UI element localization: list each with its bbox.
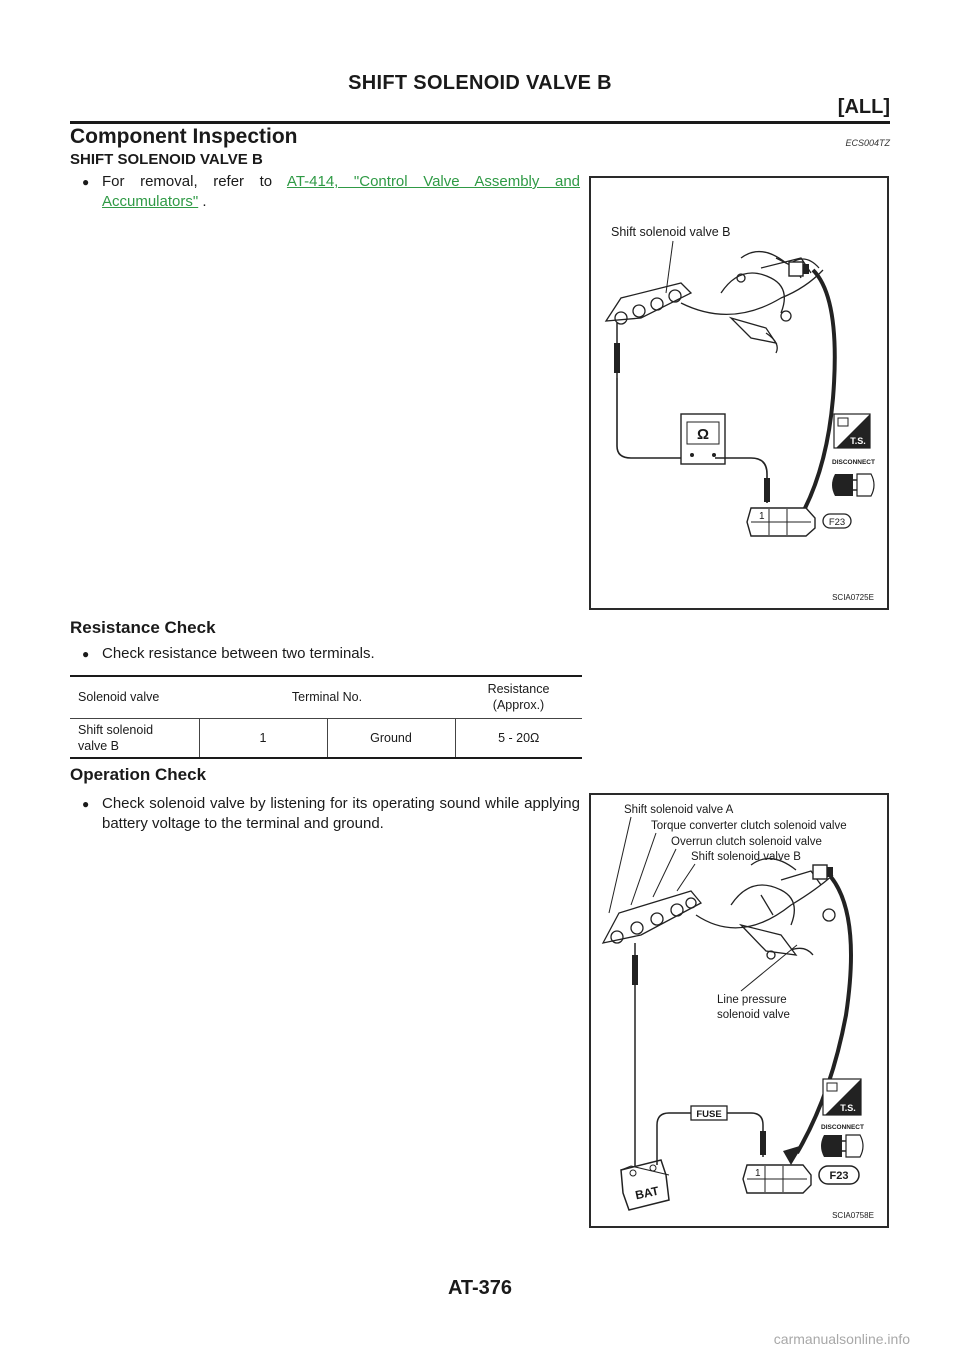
fig2-lead-fuse-left [657,1113,691,1165]
fig2-disconnect-label: DISCONNECT [821,1124,864,1131]
fig2-label-torque-converter: Torque converter clutch solenoid valve [651,820,847,832]
fig2-probe-left [632,955,638,985]
header-rule [70,121,890,124]
watermark: carmanualsonline.info [773,1331,910,1347]
fig2-ts-text: T.S. [840,1103,856,1113]
removal-bullet [82,172,580,212]
page-title: SHIFT SOLENOID VALVE B [348,72,612,94]
ts-text: T.S. [850,436,866,446]
battery-label: BAT [633,1183,661,1203]
page-number: AT-376 [447,1277,513,1299]
ohmmeter-icon [681,414,725,464]
header-terminal-no: Terminal No. [199,676,455,718]
fig1-connector-text: F23 [828,517,846,528]
ts-icon [834,414,870,448]
fig2-probe-right [760,1131,766,1155]
fig2-connector-badge [819,1166,859,1184]
connector-plug-top [789,262,809,276]
fig2-connector-text: F23 [829,1170,849,1182]
table-row [70,718,582,758]
header-resistance [455,676,582,718]
section-code: ECS004TZ [845,138,890,148]
figure-1-illustration [591,178,887,608]
fig1-pointer-arrow [801,270,835,516]
fig2-label-shift-b: Shift solenoid valve B [691,851,801,863]
probe-lead-right [715,458,767,503]
section-tag: [ALL] [837,96,890,118]
valve-name-text: Shift solenoid valve B [78,722,154,753]
ohm-symbol: Ω [696,426,710,443]
battery-icon [621,1160,669,1210]
fig2-lead-fuse-right [727,1113,763,1157]
fig2-ts-icon [823,1079,861,1115]
fuse-label: FUSE [696,1109,722,1120]
figure-solenoid-resistance [589,176,889,610]
header-solenoid-valve: Solenoid valve [70,676,199,718]
probe-lead-left [617,378,691,458]
cell-valve-name [70,718,199,758]
fig1-label-shift-b: Shift solenoid valve B [611,225,731,239]
fig2-label-line-pressure-2: solenoid valve [717,1009,790,1021]
fuse-icon [691,1106,727,1120]
connector-face-icon [747,508,815,536]
fig2-label-overrun: Overrun clutch solenoid valve [671,836,822,848]
fig2-arrow-head-icon [783,1145,803,1165]
fig1-connector-badge [823,514,851,528]
fig1-terminal-label: 1 [759,511,765,522]
probe-left [614,343,620,373]
removal-prefix: For removal, refer to [102,173,273,190]
removal-suffix: . [198,193,207,210]
fig2-connector-plug-top [813,865,833,879]
removal-text [82,172,580,212]
bullet-icon: ● [82,175,90,189]
fig2-code: SCIA0758E [832,1211,874,1220]
resistance-check-heading: Resistance Check [70,618,216,637]
header-resistance-text: Resistance (Approx.) [487,682,550,713]
disconnect-label: DISCONNECT [832,459,875,466]
operation-check-heading: Operation Check [70,765,207,784]
fig2-terminal-label: 1 [755,1168,761,1179]
table-header-row [70,676,582,718]
disconnect-icon [832,474,874,496]
subsection-heading: SHIFT SOLENOID VALVE B [70,151,263,168]
section-heading: Component Inspection [70,125,298,148]
fig2-disconnect-icon [821,1135,863,1157]
control-valve-link[interactable]: AT-414, "Control Valve Assembly and Accumulators" [102,173,581,210]
operation-bullet [82,794,580,834]
operation-bullet-text: Check solenoid valve by listening for its operating sound while applying battery voltage to the terminal and ground. [102,795,580,832]
probe-right [764,478,770,502]
fig2-connector-face-icon [743,1165,811,1193]
cell-resistance: 5 - 20Ω [455,718,582,758]
resistance-bullet [82,644,580,664]
bullet-icon: ● [82,647,90,661]
fig2-label-line-pressure: Line pressure [717,994,787,1006]
fig2-valve-body-drawing [603,859,835,959]
fig2-label-shift-a: Shift solenoid valve A [624,804,734,816]
figure-2-illustration [591,795,887,1226]
fig1-code: SCIA0725E [832,593,874,602]
cell-ground: Ground [327,718,455,758]
figure-solenoid-operation [589,793,889,1228]
resistance-bullet-text: Check resistance between two terminals. [102,645,375,662]
resistance-table [70,675,582,759]
bullet-icon: ● [82,797,90,811]
cell-terminal: 1 [199,718,327,758]
